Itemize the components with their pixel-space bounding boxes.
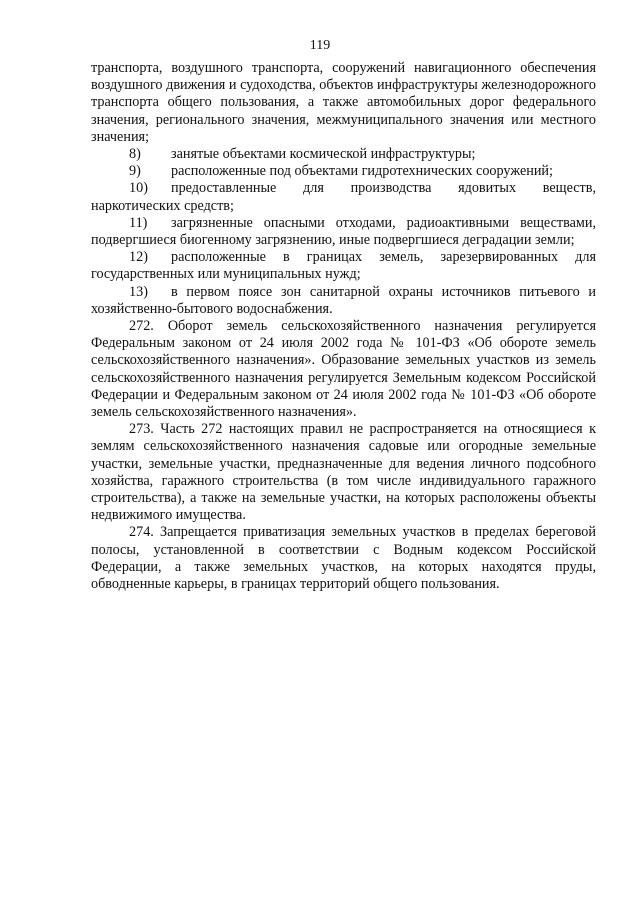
list-item-text: загрязненные опасными отходами, радиоактивными веществами, подвергшиеся биогенному загрязнению, иные подвергшиеся деградации земли; [91, 214, 596, 249]
list-item-number: 12) [129, 249, 148, 266]
page-number: 119 [309, 38, 331, 53]
list-item [91, 163, 596, 180]
list-item-text: занятые объектами космической инфраструктуры; [171, 146, 476, 163]
paragraph-274: 274. Запрещается приватизация земельных участков в пределах береговой полосы, установленной в соответствии с Водным кодексом Российской Федерации, а также земельных участков, на которых находятся пруды, обводненные карьеры, в границах территорий общего пользования. [91, 524, 596, 593]
paragraph-273: 273. Часть 272 настоящих правил не распространяется на относящиеся к землям сельскохозяйственного назначения садовые или огородные земельные участки, земельные участки, предназначенные для ведения личного подсобного хозяйства, гаражного строительства (в том числе индивидуального гаражного строительства), а также на земельные участки, на которых расположены объекты недвижимого имущества. [91, 421, 596, 524]
paragraph-272: 272. Оборот земель сельскохозяйственного назначения регулируется Федеральным законом от 24 июля 2002 года № 101-ФЗ «Об обороте земель сельскохозяйственного назначения». Образование земельных участков из земель сельскохозяйственного назначения регулируется Земельным кодексом Российской Федерации и Федеральным законом от 24 июля 2002 года № 101-ФЗ «Об обороте земель сельскохозяйственного назначения». [91, 318, 596, 421]
list-item [91, 249, 596, 283]
list-item-text: предоставленные для производства ядовитых веществ, наркотических средств; [91, 180, 596, 214]
list-item [91, 215, 596, 249]
list-item-number: 8) [129, 146, 141, 163]
list-item [91, 146, 596, 163]
list-item-text: расположенные под объектами гидротехнических сооружений; [171, 163, 553, 180]
body-text [91, 60, 596, 593]
list-item-text: расположенные в границах земель, зарезервированных для государственных или муниципальных нужд; [91, 249, 596, 283]
list-item-number: 11) [129, 214, 148, 231]
list-item [91, 180, 596, 214]
lead-paragraph: транспорта, воздушного транспорта, сооружений навигационного обеспечения воздушного движения и судоходства, объектов инфраструктуры железнодорожного транспорта общего пользования, а также автомобильных дорог федерального значения, регионального значения, межмуниципального значения или местного значения; [91, 60, 596, 145]
list-item-number: 10) [129, 180, 148, 197]
list-item-text: в первом поясе зон санитарной охраны источников питьевого и хозяйственно-бытового водоснабжения. [91, 283, 596, 317]
list-item-number: 13) [129, 283, 148, 300]
list-item-number: 9) [129, 163, 141, 180]
list-item [91, 284, 596, 318]
